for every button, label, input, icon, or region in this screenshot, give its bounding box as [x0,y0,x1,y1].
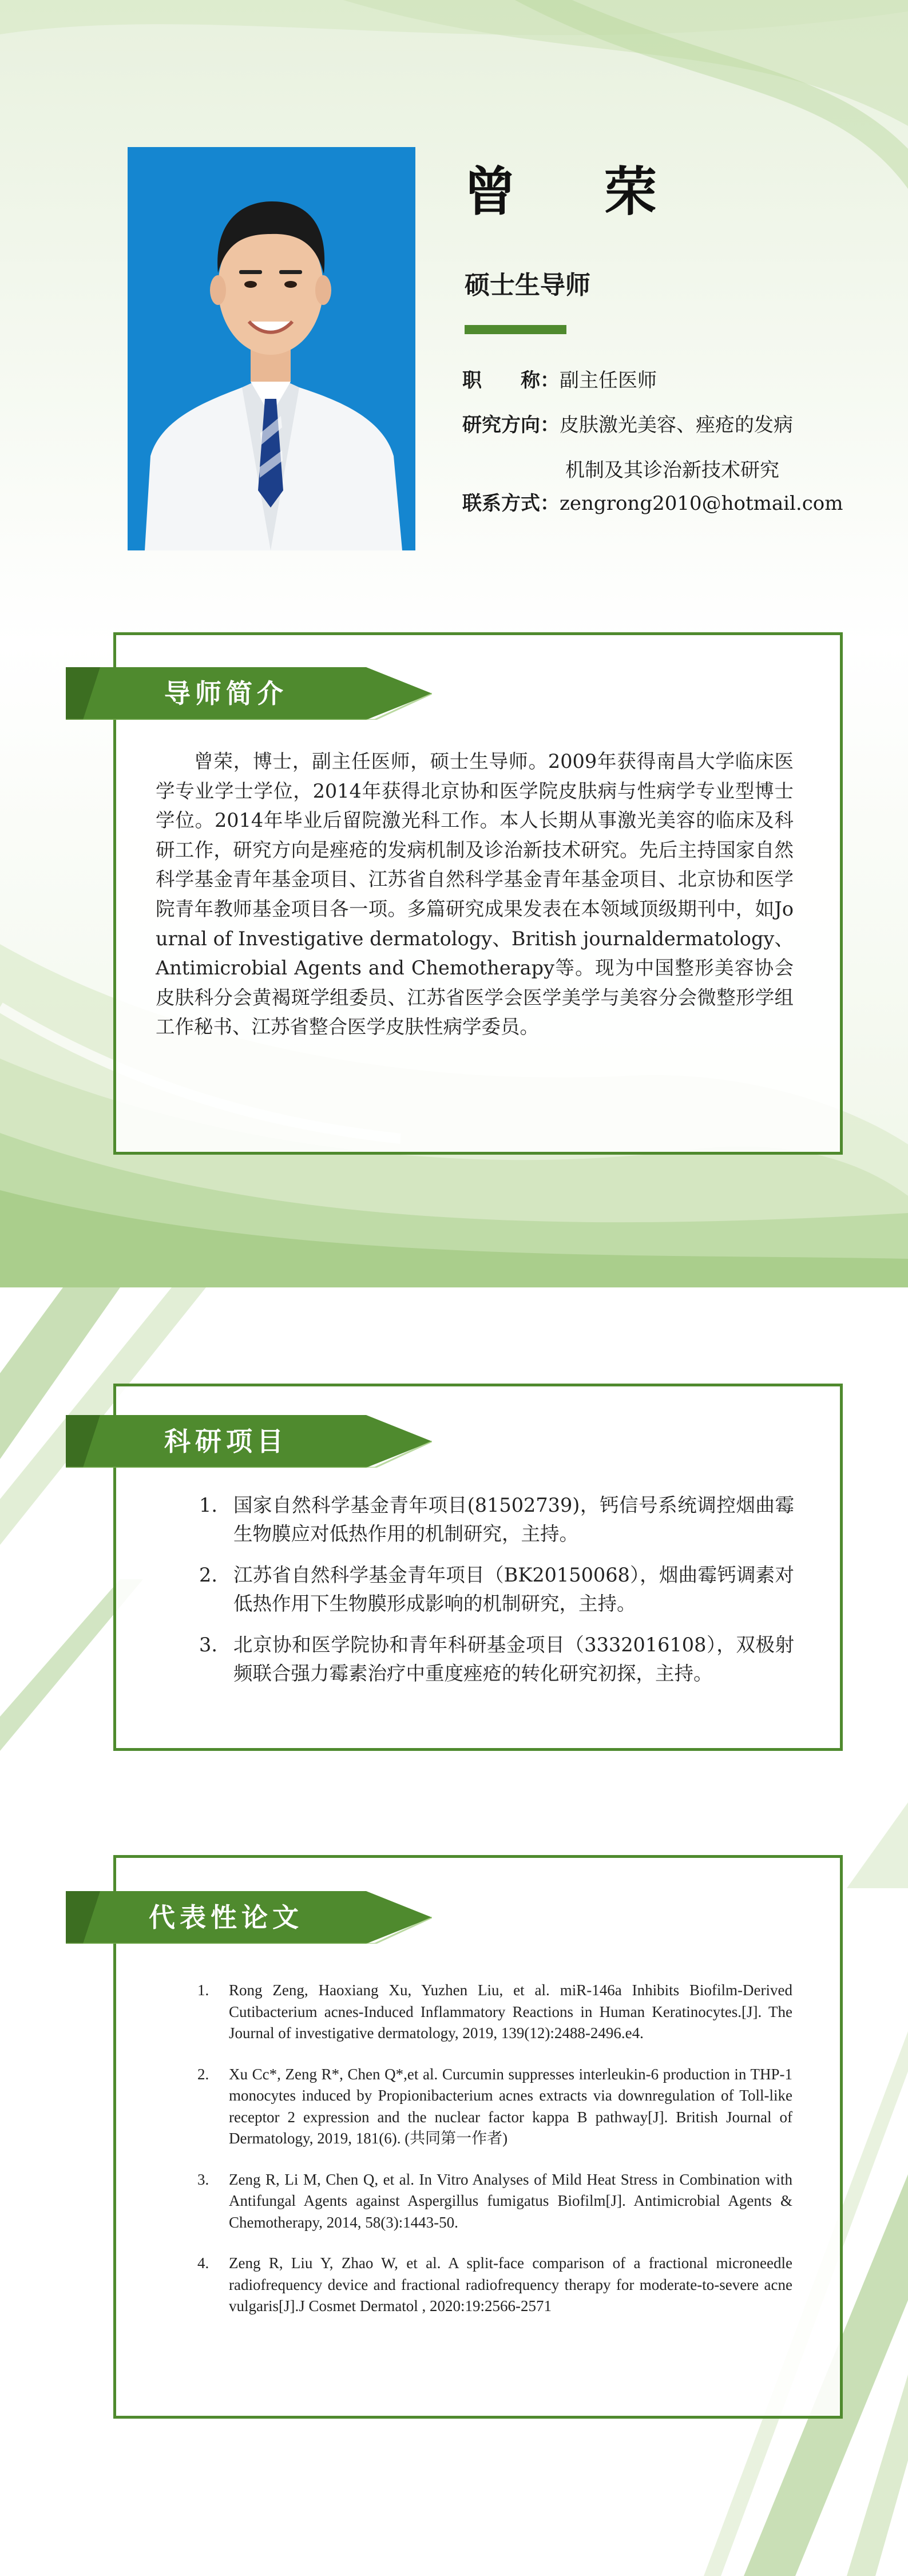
item-text: 北京协和医学院协和青年科研基金项目（3332016108），双极射频联合强力霉素治疗中重度痤疮的转化研究初探，主持。 [233,1634,794,1685]
list-item [197,2253,792,2317]
teacher-role: 硕士生导师 [465,271,590,300]
item-number: 1. [199,1494,217,1516]
list-item [197,2169,792,2234]
projects-list [199,1491,794,1701]
projects-section-title: 科研项目 [164,1426,288,1457]
papers-section-title: 代表性论文 [149,1902,303,1933]
item-text: Zeng R, Liu Y, Zhao W, et al. A split-face comparison of a fractional microneedle radiofrequency device and fractional radiofrequency therapy for moderate-to-severe acne vulgaris[J].J Cosmet Dermatol , 2020:19:2566-2571 [229,2254,792,2315]
papers-section-tag [66,1891,432,1944]
item-number: 2. [199,1564,217,1586]
item-text: Xu Cc*, Zeng R*, Chen Q*,et al. Curcumin suppresses interleukin-6 production in THP-1 monocytes induced by Propionibacterium acnes extracts via downregulation of Toll-like receptor 2 expression and the nuclear factor kappa B pathway[J]. British Journal of Dermatology, 2019, 181(6). (共同第一作者) [229,2065,792,2147]
list-item [199,1561,794,1618]
list-item [197,2064,792,2150]
item-text: 江苏省自然科学基金青年项目（BK20150068），烟曲霉钙调素对低热作用下生物膜形成影响的机制研究，主持。 [233,1564,794,1615]
item-number: 3. [197,2170,209,2188]
projects-section-tag [66,1415,432,1468]
role-underline [465,325,566,334]
item-number: 4. [197,2254,209,2272]
teacher-name [463,161,660,223]
direction-row-2 [565,458,779,483]
papers-list [197,1980,792,2337]
name-second-char: 荣 [604,161,660,223]
item-text: Zeng R, Li M, Chen Q, et al. In Vitro Analyses of Mild Heat Stress in Combination with Antifungal Agents against Aspergillus fumigatus Biofilm[J]. Antimicrobial Agents & Chemotherapy, 2014, 58(3):1443-50. [229,2170,792,2231]
list-item [199,1631,794,1688]
item-text: 国家自然科学基金青年项目(81502739)，钙信号系统调控烟曲霉生物膜应对低热作用的机制研究，主持。 [233,1494,794,1545]
contact-email[interactable]: zengrong2010@hotmail.com [560,492,843,515]
title-row [462,368,657,393]
item-number: 3. [199,1634,217,1656]
direction-line-2: 机制及其诊治新技术研究 [565,459,779,482]
contact-row [462,491,843,516]
title-label: 职 称： [462,369,560,392]
portrait-photo [128,147,415,550]
intro-section-title: 导师简介 [164,678,288,709]
intro-paragraph: 曾荣，博士，副主任医师，硕士生导师。2009年获得南昌大学临床医学专业学士学位，2014年获得北京协和医学院皮肤病与性病学专业型博士学位。2014年毕业后留院激光科工作。本人长期从事激光美容的临床及科研工作，研究方向是痤疮的发病机制及诊治新技术研究。先后主持国家自然科学基金青年基金项目、江苏省自然科学基金青年基金项目、北京协和医学院青年教师基金项目各一项。多篇研究成果发表在本领域顶级期刊中，如Journal of Investigative dermatology、British journaldermatology、Antimicrobial Agents and Chemotherapy等。现为中国整形美容协会皮肤科分会黄褐斑学组委员、江苏省医学会医学美学与美容分会微整形学组工作秘书、江苏省整合医学皮肤性病学委员。 [156,750,794,1039]
item-number: 1. [197,1981,209,1999]
list-item [197,1980,792,2044]
item-number: 2. [197,2065,209,2083]
direction-line-1: 皮肤激光美容、痤疮的发病 [560,414,793,437]
intro-section-tag [66,667,432,720]
title-value: 副主任医师 [560,369,657,392]
name-first-char: 曾 [463,161,519,223]
item-text: Rong Zeng, Haoxiang Xu, Yuzhen Liu, et al. miR-146a Inhibits Biofilm-Derived Cutibacterium acnes-Induced Inflammatory Reactions in Human Keratinocytes.[J]. The Journal of investigative dermatology, 2019, 139(12):2488-2496.e4. [229,1981,792,2042]
direction-label: 研究方向： [462,414,560,437]
contact-label: 联系方式： [462,492,560,515]
list-item [199,1491,794,1548]
direction-row [462,413,793,438]
